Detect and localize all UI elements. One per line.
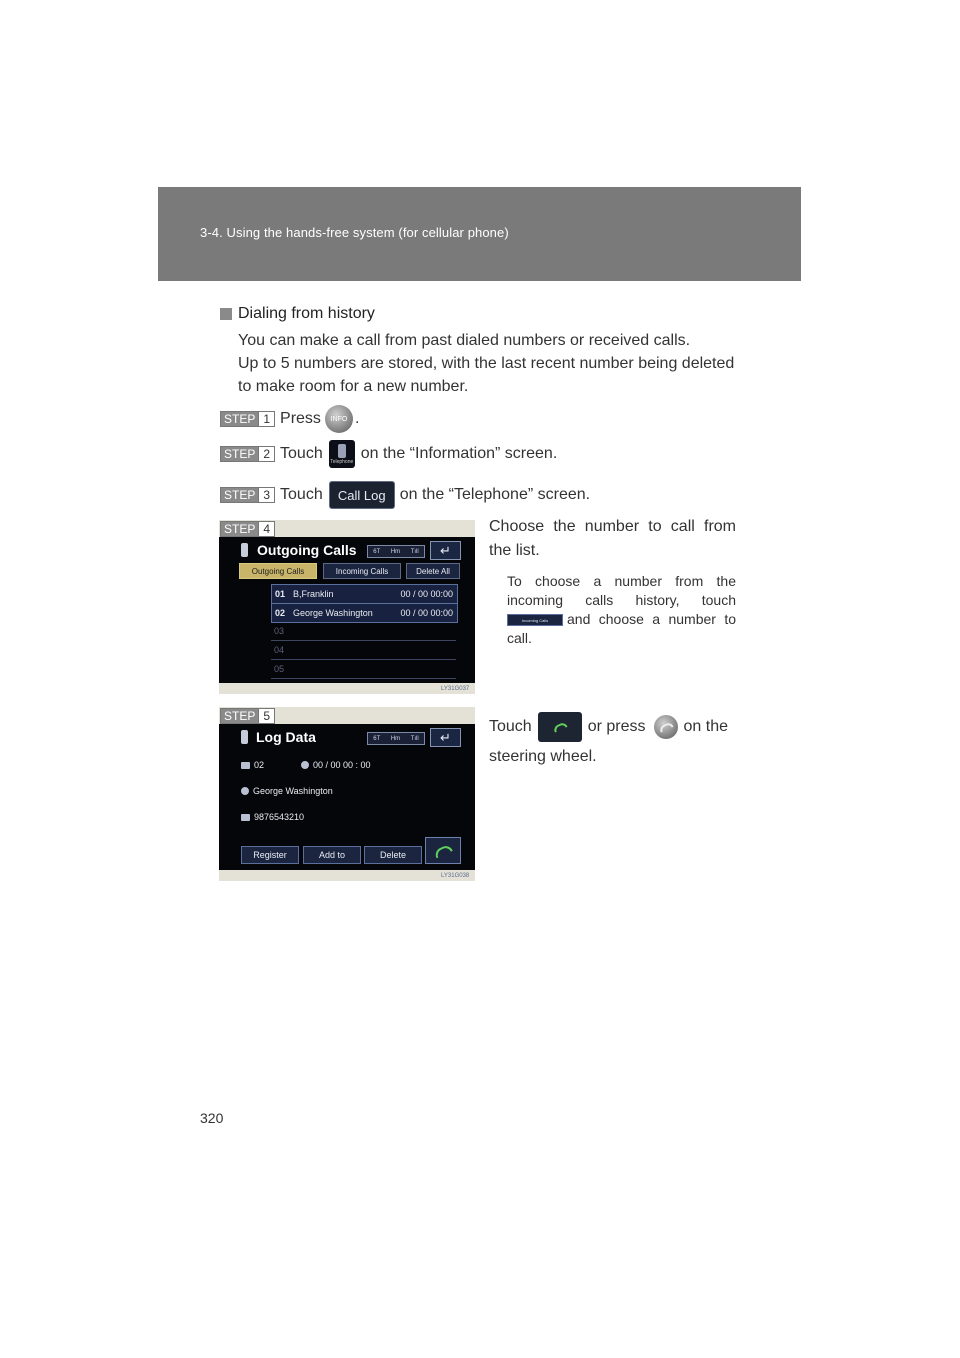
phone-icon xyxy=(241,543,248,557)
entry-time: 00 / 00 00 : 00 xyxy=(301,760,371,770)
step-4-note: To choose a number from the incoming calls history, touch Incoming Calls and choose a number to call. xyxy=(507,573,736,646)
step-2 xyxy=(220,440,557,468)
register-button[interactable]: Register xyxy=(241,846,299,864)
figure-code: LY31G037 xyxy=(441,686,470,692)
step-badge-4: STEP 4 xyxy=(220,521,275,537)
step-1 xyxy=(220,405,359,433)
page-number: 320 xyxy=(200,1110,224,1126)
section-heading xyxy=(220,305,375,323)
step-3-before: Touch xyxy=(280,486,323,503)
step-5-badge-row xyxy=(220,708,280,724)
back-button[interactable]: ↵ xyxy=(430,541,461,560)
step-4-text: Choose the number to call from the list. xyxy=(489,518,736,559)
number-icon xyxy=(241,814,250,821)
steering-wheel-call-icon xyxy=(654,715,678,739)
phone-icon xyxy=(241,730,248,744)
call-row[interactable]: 01 B,Franklin 00 / 00 00:00 xyxy=(271,584,458,604)
tab-outgoing-calls[interactable]: Outgoing Calls xyxy=(239,563,317,579)
contact-number: 9876543210 xyxy=(241,812,304,822)
step-5-text: Touch or press on the xyxy=(489,712,736,742)
step-3-after: on the “Telephone” screen. xyxy=(399,486,591,503)
step-3 xyxy=(220,481,590,509)
delete-button[interactable]: Delete xyxy=(364,846,422,864)
telephone-icon: Telephone xyxy=(329,440,355,468)
square-bullet-icon xyxy=(220,308,232,320)
tab-incoming-calls[interactable]: Incoming Calls xyxy=(323,563,401,579)
back-button[interactable]: ↵ xyxy=(430,728,461,747)
step-1-before: Press xyxy=(280,410,321,427)
status-indicator: 6T Hm Tıll xyxy=(367,732,425,745)
handset-icon xyxy=(433,843,453,858)
contact-name: George Washington xyxy=(241,786,333,796)
call-button[interactable] xyxy=(425,837,461,864)
screen-title: Log Data xyxy=(256,729,316,745)
incoming-calls-mini-button: Incoming Calls xyxy=(507,614,563,626)
outgoing-calls-screen xyxy=(219,537,475,683)
list-icon xyxy=(241,762,250,769)
step-1-after: . xyxy=(354,410,360,427)
chapter-title: 3-4. Using the hands-free system (for cellular phone) xyxy=(200,225,509,240)
step-2-before: Touch xyxy=(280,445,323,462)
step-badge-2: STEP 2 xyxy=(220,446,275,462)
call-row[interactable]: 05 xyxy=(271,660,456,679)
intro-line-2: Up to 5 numbers are stored, with the last recent number being deleted xyxy=(238,355,735,372)
step-badge-5: STEP 5 xyxy=(220,708,275,724)
delete-all-button[interactable]: Delete All xyxy=(406,563,460,579)
step-5-tail: steering wheel. xyxy=(489,748,597,765)
handset-icon xyxy=(658,721,673,732)
clock-icon xyxy=(301,761,309,769)
call-row[interactable]: 02 George Washington 00 / 00 00:00 xyxy=(271,603,458,623)
status-indicator: 6T Hm Tıll xyxy=(367,545,425,558)
step-2-after: on the “Information” screen. xyxy=(360,445,558,462)
step-4-badge-row xyxy=(220,521,280,537)
entry-number: 02 xyxy=(241,760,264,770)
call-log-button: Call Log xyxy=(329,481,395,509)
intro-line-3: to make room for a new number. xyxy=(238,378,469,395)
figure-code: LY31G038 xyxy=(441,873,470,879)
call-button-icon xyxy=(538,712,582,742)
add-to-button[interactable]: Add to xyxy=(303,846,361,864)
call-row[interactable]: 04 xyxy=(271,641,456,660)
info-button-icon: INFO xyxy=(325,405,353,433)
step-badge-3: STEP 3 xyxy=(220,487,275,503)
step-badge-1: STEP 1 xyxy=(220,411,275,427)
call-row[interactable]: 03 xyxy=(271,622,456,641)
handset-icon xyxy=(552,721,567,732)
log-data-screen xyxy=(219,724,475,870)
chapter-header-bar xyxy=(158,187,801,281)
person-icon xyxy=(241,787,249,795)
intro-line-1: You can make a call from past dialed numbers or received calls. xyxy=(238,332,691,349)
section-title: Dialing from history xyxy=(238,305,375,322)
screen-title: Outgoing Calls xyxy=(257,542,357,558)
